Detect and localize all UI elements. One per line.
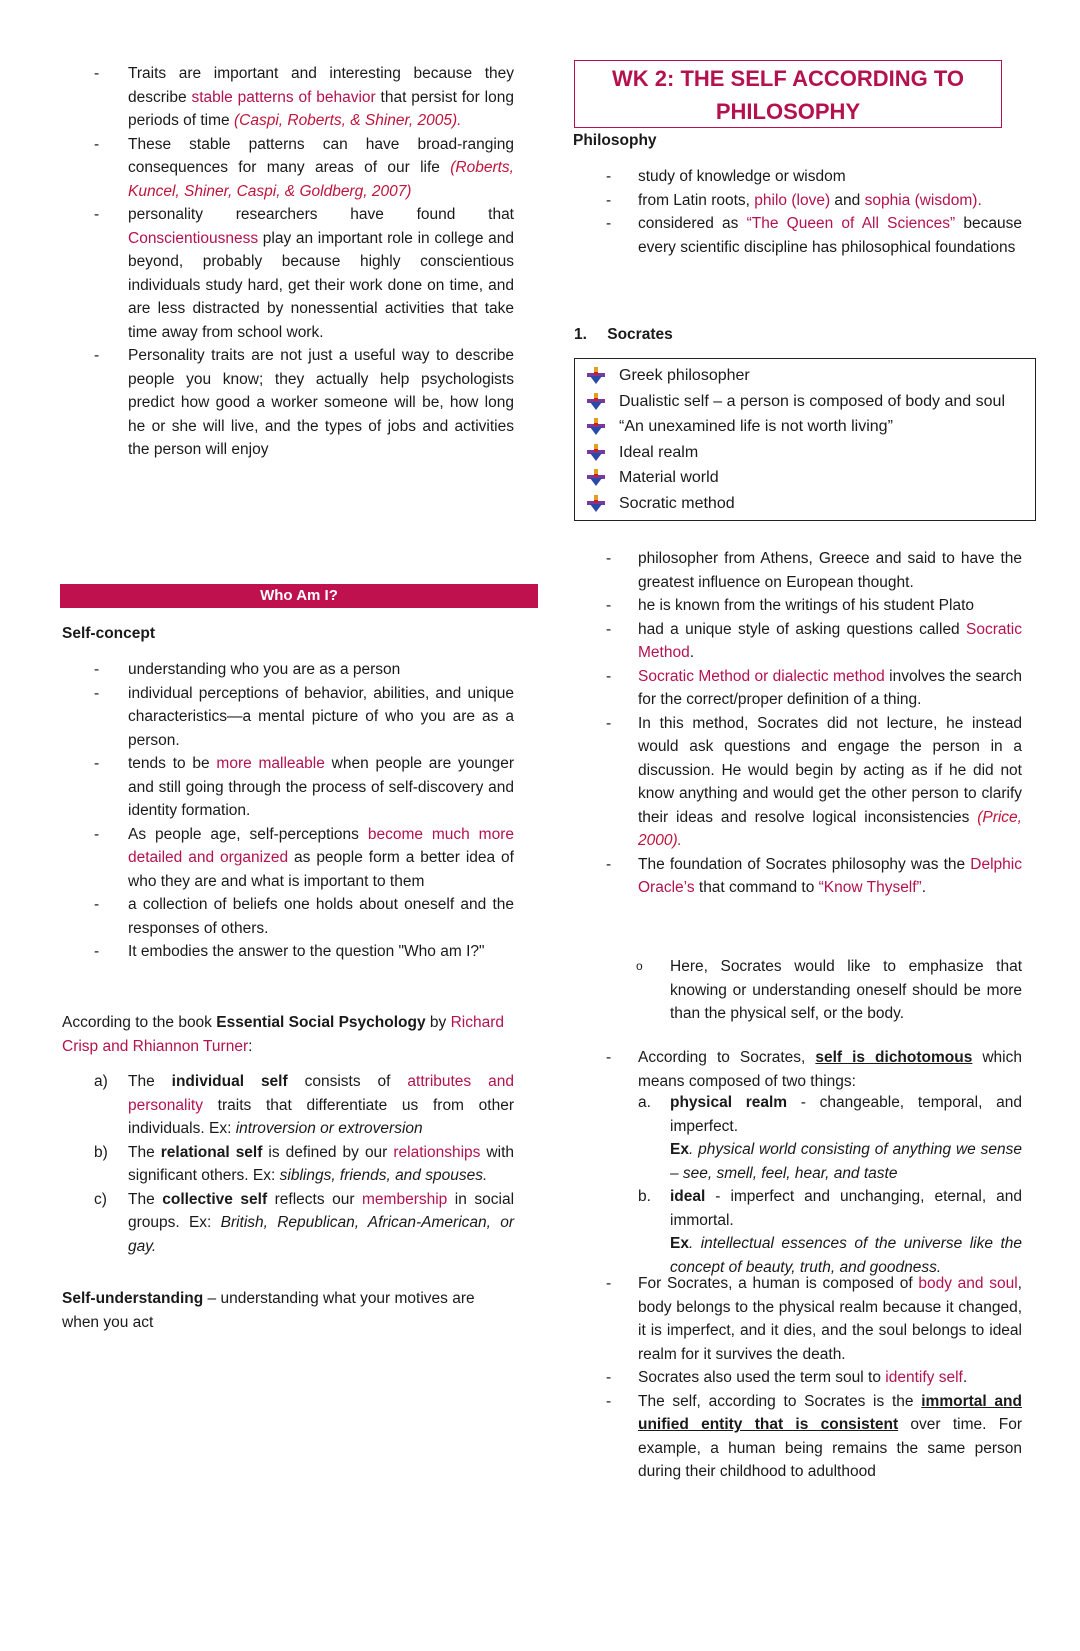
highlighted-text: Socratic Method — [638, 620, 1022, 661]
bold-term: relational self — [160, 1143, 263, 1161]
highlighted-text: more malleable — [216, 755, 325, 772]
according-paragraph — [62, 1011, 514, 1058]
list-marker: b) — [94, 1143, 108, 1161]
bold-term: Ex — [670, 1235, 689, 1252]
summary-item — [585, 414, 1035, 440]
bold-term: individual self — [171, 1073, 288, 1090]
text-run: individual perceptions of behavior, abilities, and unique characteristics—a mental picture of who you are as a person. — [128, 684, 514, 749]
text-run: Traits are important and interesting because they describe — [128, 65, 514, 106]
highlighted-text: attributes and personality — [128, 1073, 514, 1114]
text-run: involves the search for the correct/proper definition of a thing. — [638, 667, 1022, 708]
text-run: . — [689, 644, 695, 661]
text-run: - changeable, temporal, and imperfect. — [670, 1094, 1022, 1135]
highlighted-text: Richard Crisp and Rhiannon Turner — [62, 1014, 504, 1055]
list-item — [574, 853, 1022, 900]
highlighted-text: become much more detailed and organized — [128, 825, 514, 866]
highlighted-text: Conscientiousness — [128, 229, 259, 247]
text-run: study of knowledge or wisdom — [638, 168, 846, 185]
highlighted-text: body and soul — [918, 1275, 1018, 1292]
text-run: The — [128, 1190, 163, 1208]
text-run: - imperfect and unchanging, eternal, and immortal. — [670, 1188, 1022, 1229]
self-concept-heading: Self-concept — [62, 625, 156, 642]
list-item — [574, 594, 1022, 618]
list-marker: a) — [94, 1073, 108, 1090]
summary-item — [585, 389, 1035, 415]
selves-list — [62, 1070, 514, 1258]
list-item — [62, 203, 514, 344]
bold-term: Self-understanding — [62, 1290, 204, 1307]
highlighted-text: Delphic Oracle’s — [638, 855, 1022, 896]
realm-example — [670, 1138, 1022, 1185]
arrow-bullet-icon — [585, 418, 607, 436]
list-item — [62, 940, 514, 964]
week-title-line2: PHILOSOPHY — [715, 99, 861, 124]
text-run: traits that differentiate us from other individuals. Ex: — [128, 1096, 514, 1137]
text-run: with significant others. Ex: — [128, 1143, 514, 1184]
example-text: . physical world consisting of anything we sense – see, smell, feel, hear, and taste — [670, 1141, 1022, 1182]
list-item — [62, 1070, 514, 1141]
list-item — [574, 547, 1022, 594]
self-understanding-paragraph — [62, 1287, 514, 1334]
highlighted-text: “The Queen of All Sciences” — [746, 215, 956, 232]
underlined-term: self is dichotomous — [815, 1049, 973, 1066]
text-run: , body belongs to the physical realm because it changed, it is imperfect, and it dies, and the soul belongs to ideal realm for it survives the death. — [638, 1275, 1022, 1363]
text-run: : — [248, 1037, 253, 1055]
text-run: As people age, self-perceptions — [128, 825, 368, 843]
text-run: over time. For example, a human being remains the same person during their childhood to adulthood — [638, 1416, 1022, 1480]
arrow-bullet-icon — [585, 495, 607, 513]
arrow-bullet-icon — [585, 367, 607, 385]
realm-item — [574, 1091, 1022, 1185]
socrates-number: 1. — [574, 326, 587, 343]
highlighted-text: “Know Thyself” — [818, 879, 922, 896]
text-run: because every scientific discipline has philosophical foundations — [638, 215, 1022, 256]
text-run: that persist for long periods of time — [128, 88, 514, 129]
text-run: considered as — [638, 215, 747, 232]
example-text: British, Republican, African-American, or gay. — [128, 1214, 514, 1255]
socrates-heading-row — [574, 323, 1022, 347]
text-run: The foundation of Socrates philosophy was the — [638, 855, 971, 873]
list-item — [574, 1390, 1022, 1484]
philosophy-heading: Philosophy — [573, 132, 657, 149]
text-run: that command to — [694, 879, 819, 896]
traits-list — [62, 62, 514, 462]
arrow-bullet-icon — [585, 444, 607, 462]
example-text: siblings, friends, and spouses. — [279, 1167, 488, 1184]
citation: (Price, 2000). — [638, 808, 1022, 849]
summary-item — [585, 491, 1035, 517]
realm-item — [574, 1185, 1022, 1279]
text-run: when people are younger and still going through the process of self-discovery and identity formation. — [128, 755, 514, 819]
text-run: Personality traits are not just a useful way to describe people you know; they actually help psychologists predict how good a worker someone will be, how long he or she will live, and the types of jobs and activities the person will enjoy — [128, 347, 514, 458]
text-run: is defined by our — [262, 1143, 394, 1161]
text-run: In this method, Socrates did not lecture, he instead would ask questions and engage the person in a discussion. He would begin by acting as if he did not know anything and would get the other person to clarify their ideas and resolve logical inconsistencies — [638, 714, 1022, 826]
socrates-summary-box — [574, 358, 1036, 521]
text-run: from Latin roots, — [638, 191, 755, 209]
highlighted-text: membership — [362, 1190, 448, 1208]
summary-item-text: Greek philosopher — [619, 367, 750, 384]
highlighted-text: sophia (wisdom). — [864, 191, 982, 209]
highlighted-text: identify self — [885, 1369, 963, 1386]
list-item — [62, 1141, 514, 1188]
realms-list — [574, 1091, 1022, 1279]
text-run: According to Socrates, — [638, 1049, 816, 1066]
summary-item-text: Material world — [619, 469, 719, 486]
text-run: . — [921, 879, 927, 896]
text-run: a collection of beliefs one holds about oneself and the responses of others. — [128, 896, 514, 937]
list-item — [62, 1188, 514, 1259]
philosophy-list — [574, 165, 1022, 259]
list-item — [62, 752, 514, 823]
list-item — [574, 665, 1022, 712]
underlined-term: immortal and unified entity that is consistent — [638, 1392, 1022, 1433]
list-marker: a. — [638, 1094, 651, 1111]
oracle-sub-item — [574, 955, 1022, 1026]
dichotomous-list — [574, 1046, 1022, 1093]
realm-definition — [670, 1091, 1022, 1138]
highlighted-text: Socratic Method or dialectic method — [638, 667, 885, 685]
summary-item — [585, 363, 1035, 389]
arrow-bullet-icon — [585, 469, 607, 487]
text-run: The — [128, 1073, 172, 1090]
list-item — [574, 212, 1022, 259]
list-item — [62, 823, 514, 894]
list-item — [574, 618, 1022, 665]
summary-item-text: Ideal realm — [619, 443, 699, 461]
text-run: The — [128, 1143, 161, 1161]
list-item — [62, 682, 514, 753]
example-text: . intellectual essences of the universe like the concept of beauty, truth, and goodness. — [670, 1235, 1022, 1276]
text-run: These stable patterns can have broad-ranging consequences for many areas of our life — [128, 135, 514, 176]
highlighted-text: stable patterns of behavior — [191, 88, 376, 106]
self-concept-list — [62, 658, 514, 964]
text-run: understanding who you are as a person — [128, 661, 401, 678]
bold-term: physical realm — [670, 1094, 788, 1111]
list-item — [574, 1366, 1022, 1390]
bold-term: Ex — [670, 1141, 689, 1158]
week-title-box — [574, 60, 1002, 128]
text-run: The self, according to Socrates is the — [638, 1392, 922, 1410]
text-run: personality researchers have found that — [128, 206, 514, 223]
list-item — [62, 893, 514, 940]
bold-term: ideal — [670, 1188, 706, 1205]
text-run: reflects our — [267, 1190, 363, 1208]
list-marker: c) — [94, 1190, 107, 1208]
text-run: Here, Socrates would like to emphasize that knowing or understanding oneself should be more than the physical self, or the body. — [670, 958, 1022, 1022]
text-run: as people form a better idea of who they are and what is important to them — [128, 849, 514, 890]
summary-item — [585, 465, 1035, 491]
dichotomous-item — [574, 1046, 1022, 1093]
text-run: – understanding what your motives are when you act — [62, 1290, 475, 1331]
list-item — [574, 1272, 1022, 1366]
summary-item-text: “An unexamined life is not worth living” — [619, 418, 893, 435]
text-run: had a unique style of asking questions called — [638, 620, 966, 638]
week-title-line1: WK 2: THE SELF ACCORDING TO — [612, 66, 964, 91]
text-run: For Socrates, a human is composed of — [638, 1275, 919, 1292]
text-run: . — [962, 1369, 968, 1386]
text-run: Socrates also used the term soul to — [638, 1369, 886, 1386]
oracle-sub-list — [574, 955, 1022, 1026]
list-item — [62, 658, 514, 682]
list-item — [62, 62, 514, 133]
list-item — [574, 189, 1022, 213]
example-text: introversion or extroversion — [235, 1120, 423, 1137]
list-item — [574, 165, 1022, 189]
list-item — [574, 712, 1022, 853]
text-run: he is known from the writings of his student Plato — [638, 597, 974, 614]
text-run: philosopher from Athens, Greece and said to have the greatest influence on European thought. — [638, 550, 1022, 591]
text-run: It embodies the answer to the question "Who am I?" — [128, 943, 485, 960]
socrates-heading: Socrates — [607, 326, 673, 343]
socrates-points-list-a — [574, 547, 1022, 900]
bold-term: Essential Social Psychology — [216, 1014, 426, 1031]
list-item — [62, 344, 514, 462]
list-item — [62, 133, 514, 204]
text-run: in social groups. Ex: — [128, 1190, 515, 1231]
realm-definition — [670, 1185, 1022, 1232]
text-run: and — [830, 191, 865, 209]
highlighted-text: relationships — [393, 1143, 481, 1161]
summary-item-text: Dualistic self – a person is composed of body and soul — [619, 392, 1005, 410]
text-run: which means composed of two things: — [638, 1049, 1022, 1090]
citation: (Caspi, Roberts, & Shiner, 2005). — [233, 112, 462, 129]
summary-item-text: Socratic method — [619, 494, 735, 512]
text-run: by — [425, 1014, 451, 1031]
summary-item — [585, 440, 1035, 466]
text-run: consists of — [287, 1073, 408, 1090]
text-run: tends to be — [128, 755, 217, 772]
citation: (Roberts, Kuncel, Shiner, Caspi, & Goldberg, 2007) — [128, 159, 514, 200]
arrow-bullet-icon — [585, 393, 607, 411]
socrates-points-list-b — [574, 1272, 1022, 1484]
text-run: play an important role in college and beyond, probably because highly conscientious individuals study hard, get their work done on time, and are less distracted by nonessential activities that take time away from school work. — [128, 229, 514, 341]
list-marker: b. — [638, 1188, 651, 1205]
who-am-i-bar: Who Am I? — [60, 584, 538, 608]
text-run: According to the book — [62, 1014, 217, 1031]
bold-term: collective self — [162, 1190, 268, 1208]
highlighted-text: philo (love) — [754, 191, 831, 209]
